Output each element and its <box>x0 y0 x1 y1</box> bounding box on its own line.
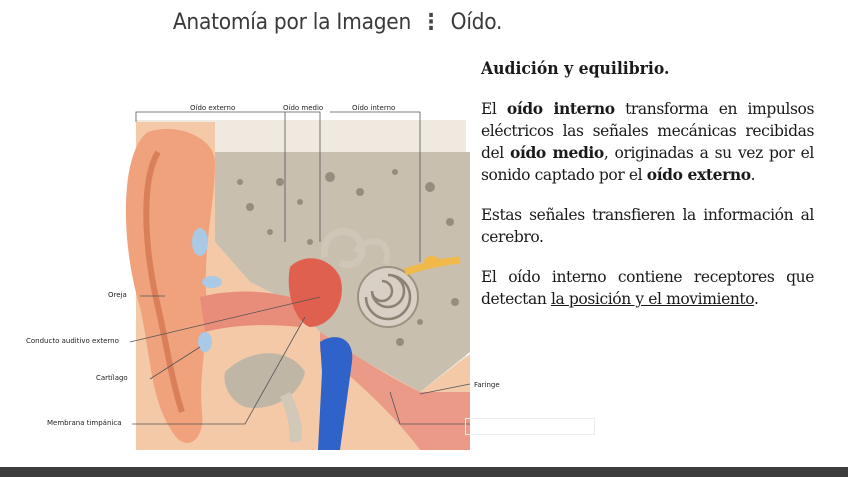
label-outer-ear: Oído externo <box>190 104 236 112</box>
p1-text-2: transforma en impulsos eléctricos las señales mecánicas recibidas del <box>481 100 815 162</box>
footer-bar <box>0 467 848 477</box>
p3-text-1: El oído interno contiene receptores que detectan <box>481 268 814 308</box>
p1-text-4: . <box>750 166 756 184</box>
label-eardrum: Membrana timpánica <box>47 419 122 427</box>
label-inner-ear: Oído interno <box>352 104 396 112</box>
p3-underlined-position-movement: la posición y el movimiento <box>550 290 754 308</box>
section-heading: Audición y equilibrio. <box>481 59 670 79</box>
p1-text-3: , originadas a su vez por el sonido captado por el <box>481 144 814 184</box>
label-pharynx: Faringe <box>474 381 500 389</box>
p1-text-1: El <box>481 100 507 118</box>
p1-bold-middle-ear: oído medio <box>510 143 604 162</box>
title-separator: ⋮ <box>420 10 441 35</box>
label-middle-ear: Oído medio <box>283 104 324 112</box>
paragraph-inner-ear <box>481 98 814 186</box>
paragraph-signals: Estas señales transfieren la información al cerebro. <box>481 206 814 246</box>
cartilage-accent <box>192 228 208 256</box>
p3-text-2: . <box>753 290 759 308</box>
label-ear-canal: Conducto auditivo externo <box>26 337 119 345</box>
label-cartilage: Cartílago <box>96 374 128 382</box>
title-subject: Oído. <box>450 10 503 35</box>
title-main: Anatomía por la Imagen <box>172 10 411 35</box>
label-auricle: Oreja <box>108 291 127 299</box>
empty-caption-box <box>465 418 595 435</box>
content-column <box>481 58 814 328</box>
ear-anatomy-illustration <box>0 92 480 462</box>
p1-bold-outer-ear: oído externo <box>646 165 751 184</box>
p1-bold-inner-ear: oído interno <box>506 99 615 118</box>
paragraph-receptors <box>481 266 814 310</box>
page-title <box>27 10 648 35</box>
